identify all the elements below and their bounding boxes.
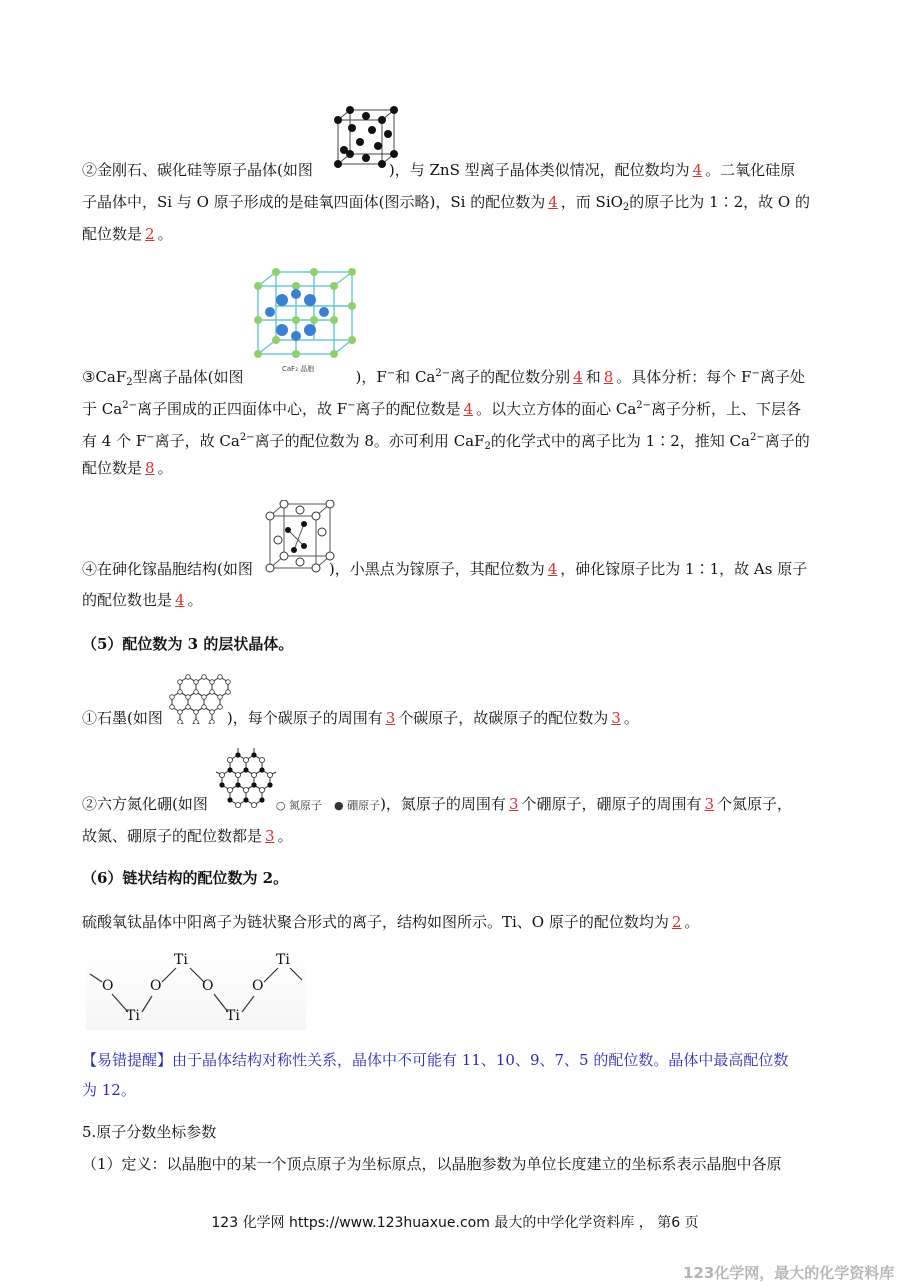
text: )，小黑点为镓原子，其配位数为 [328, 560, 545, 578]
error-tip-line1: 【易错提醒】由于晶体结构对称性关系，晶体中不可能有 11、10、9、7、5 的配位数。晶体中最高配位数 [82, 1051, 789, 1069]
text: 个碳原子，故碳原子的配位数为 [398, 709, 609, 727]
answer-blank: 4 [548, 193, 558, 211]
watermark: 123化学网，最大的化学资料库 [683, 1264, 895, 1282]
text: 和 [585, 368, 601, 386]
superscript: − [146, 432, 155, 443]
para-boron-nitride-line2 [82, 824, 293, 848]
text: 。具体分析：每个 F [616, 368, 752, 386]
para-diamond-line1 [82, 158, 795, 182]
text: 。二氧化硅原 [705, 161, 796, 179]
caf2-crystal-image [250, 266, 360, 362]
answer-blank: 3 [508, 795, 519, 813]
oxygen-atom-label: O [150, 978, 162, 994]
hollow-dot-icon: ○ [275, 799, 286, 812]
answer-blank: 2 [145, 225, 155, 243]
answer-blank: 4 [175, 591, 185, 609]
para-caf2-line1 [82, 362, 805, 395]
superscript: − [751, 368, 760, 379]
subscript: 2 [622, 202, 630, 213]
text: 。 [684, 913, 700, 931]
oxygen-atom-label: O [252, 978, 264, 994]
text: 。 [187, 591, 203, 609]
text: 子晶体中，Si 与 O 原子形成的是硅氧四面体(图示略)，Si 的配位数为 [82, 193, 546, 211]
text: 离子处 [759, 368, 805, 386]
text: 离子分析，上、下层各 [651, 400, 802, 418]
superscript: − [347, 400, 356, 411]
para-gaas-line1 [82, 557, 807, 581]
answer-blank: 3 [385, 709, 396, 727]
para-titanyl [82, 910, 699, 934]
answer-blank: 8 [145, 459, 155, 477]
legend-label: 硼原子 [347, 799, 381, 812]
caf2-image-caption: CaF₂ 晶胞 [282, 365, 315, 373]
section-5-title: 5.原子分数坐标参数 [82, 1123, 217, 1141]
answer-blank: 3 [704, 795, 715, 813]
para-gaas-line2 [82, 588, 203, 612]
text: 有 4 个 F [82, 432, 147, 450]
text: 的原子比为 1∶2，故 O 的 [629, 193, 810, 211]
text: 。 [623, 709, 639, 727]
answer-blank: 4 [573, 368, 583, 386]
text: )，F [355, 368, 387, 386]
superscript: 2− [749, 432, 765, 443]
text: 配位数是 [82, 225, 143, 243]
oxygen-atom-label: O [102, 978, 114, 994]
heading-section-5: （5）配位数为 3 的层状晶体。 [82, 635, 294, 653]
text: 的配位数也是 [82, 591, 173, 609]
titanium-atom-label: Ti [226, 1008, 240, 1024]
text: 配位数是 [82, 459, 143, 477]
text: 。 [157, 459, 173, 477]
text: 个硼原子，硼原子的周围有 [521, 795, 702, 813]
page-footer: 123 化学网 https://www.123huaxue.com 最大的中学化学资料库 ， 第6 页 [211, 1215, 699, 1231]
titanium-atom-label: Ti [174, 952, 188, 968]
superscript: 2− [239, 432, 255, 443]
answer-blank: 4 [692, 161, 703, 179]
superscript: − [386, 368, 396, 379]
heading-section-6: （6）链状结构的配位数为 2。 [82, 869, 289, 887]
text: 和 Ca [395, 368, 436, 386]
para-boron-nitride-line1 [82, 792, 792, 818]
text: ③CaF [82, 368, 127, 386]
error-tip-line2: 为 12。 [82, 1081, 136, 1099]
text: 。 [277, 827, 293, 845]
text: ④在砷化镓晶胞结构(如图 [82, 560, 253, 578]
text: 离子的 [764, 432, 810, 450]
legend-label: 氮原子 [288, 799, 322, 812]
text: ，而 SiO [560, 193, 623, 211]
text: )，与 ZnS 型离子晶体类似情况，配位数均为 [388, 161, 690, 179]
para-caf2-line2 [82, 394, 801, 421]
oxygen-atom-label: O [202, 978, 214, 994]
subscript: 2 [484, 441, 491, 452]
legend-nitrogen [276, 799, 322, 812]
para-diamond-line3 [82, 222, 173, 246]
superscript: 2− [435, 368, 451, 379]
text: )，氮原子的周围有 [380, 795, 506, 813]
titanium-atom-label: Ti [126, 1008, 140, 1024]
definition-line: （1）定义：以晶胞中的某一个顶点原子为坐标原点，以晶胞参数为单位长度建立的坐标系表示晶胞中各原 [82, 1155, 782, 1173]
text: 的化学式中的离子比为 1∶2，推知 Ca [490, 432, 750, 450]
answer-blank: 4 [463, 400, 474, 418]
answer-blank: 4 [547, 560, 558, 578]
text: 个氮原子， [717, 795, 793, 813]
para-graphite [82, 706, 639, 730]
superscript: 2− [636, 400, 652, 411]
text: 。 [157, 225, 173, 243]
text: 硫酸氧钛晶体中阳离子为链状聚合形式的离子，结构如图所示。Ti、O 原子的配位数均为 [82, 913, 669, 931]
answer-blank: 3 [265, 827, 275, 845]
text: 。以大立方体的面心 Ca [476, 400, 637, 418]
text: ②六方氮化硼(如图 [82, 795, 208, 813]
legend-boron [334, 799, 380, 812]
text: 型离子晶体(如图 [132, 368, 244, 386]
answer-blank: 3 [611, 709, 621, 727]
text: 故氮、硼原子的配位数都是 [82, 827, 263, 845]
para-caf2-line3 [82, 426, 810, 459]
titanyl-chain-image [86, 950, 306, 1030]
subscript: 2 [126, 377, 133, 388]
text: 离子的配位数为 8。亦可利用 CaF [254, 432, 485, 450]
answer-blank: 2 [671, 913, 682, 931]
para-caf2-line4 [82, 456, 173, 480]
superscript: 2− [122, 400, 137, 411]
text: 离子，故 Ca [154, 432, 240, 450]
titanium-atom-label: Ti [276, 952, 290, 968]
text: 离子的配位数分别 [450, 368, 571, 386]
text: ，砷化镓原子比为 1∶1，故 As 原子 [560, 560, 808, 578]
text: )，每个碳原子的周围有 [226, 709, 383, 727]
text: 离子围成的正四面体中心，故 F [136, 400, 348, 418]
answer-blank: 8 [603, 368, 614, 386]
filled-dot-icon: ● [333, 799, 344, 812]
para-diamond-line2 [82, 190, 810, 220]
text: 离子的配位数是 [355, 400, 461, 418]
text: ①石墨(如图 [82, 709, 163, 727]
text: 于 Ca [82, 400, 123, 418]
text: ②金刚石、碳化硅等原子晶体(如图 [82, 161, 313, 179]
